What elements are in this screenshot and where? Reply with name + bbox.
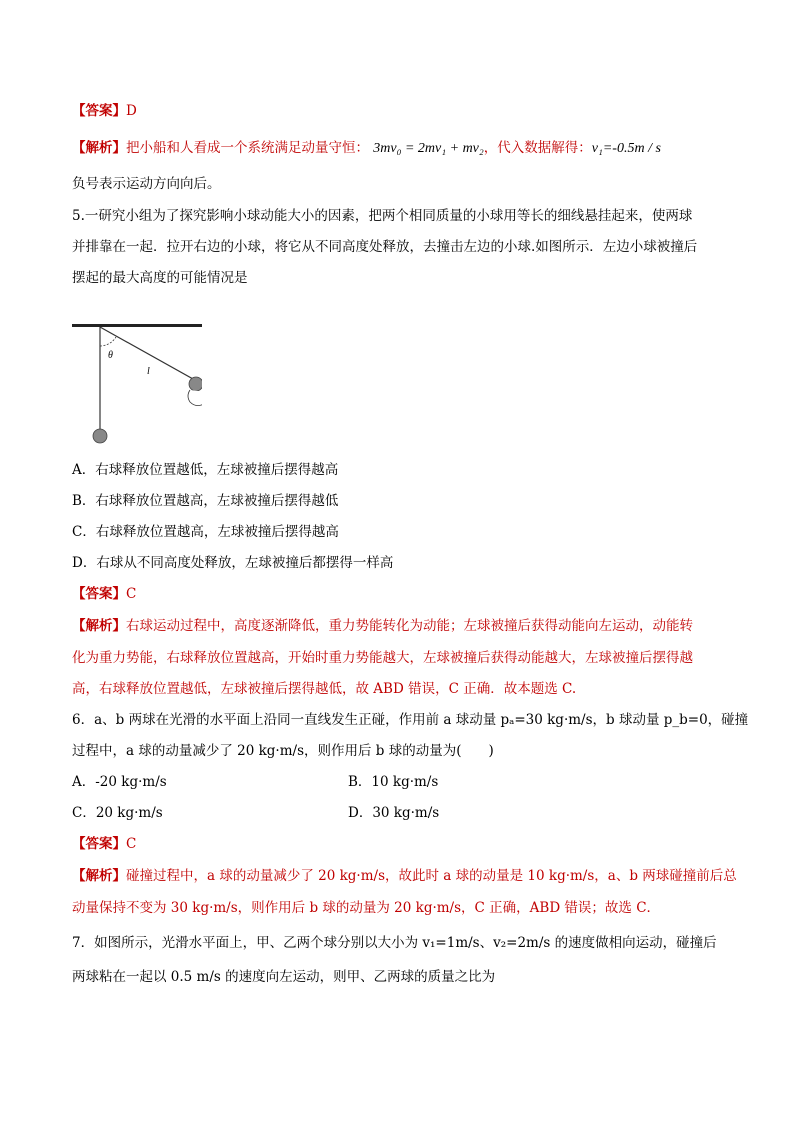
q7-stem-1: 7．如图所示，光滑水平面上，甲、乙两个球分别以大小为 v₁=1m/s、v₂=2m/s 的速度做相向运动，碰撞后 bbox=[72, 935, 717, 951]
q6-option-b: B．10 kg·m/s bbox=[348, 774, 439, 790]
q6-option-a: A．-20 kg·m/s bbox=[72, 774, 167, 790]
q6-option-c: C．20 kg·m/s bbox=[72, 805, 163, 821]
pendulum-figure bbox=[72, 318, 202, 448]
hand-icon bbox=[188, 390, 202, 406]
q5-analysis-line1 bbox=[72, 616, 693, 636]
q6-stem-1: 6．a、b 两球在光滑的水平面上沿同一直线发生正碰，作用前 a 球动量 pₐ=30 kg·m/s，b 球动量 p_b=0，碰撞 bbox=[72, 712, 749, 728]
q6-analysis-line1 bbox=[72, 866, 737, 886]
q4-answer-line bbox=[72, 101, 137, 121]
q5-option-b: B．右球释放位置越高，左球被撞后摆得越低 bbox=[72, 493, 339, 509]
analysis-tag: 【解析】 bbox=[72, 618, 126, 634]
q4-analysis-mid: ，代入数据解得： bbox=[483, 140, 592, 156]
q6-option-d: D．30 kg·m/s bbox=[348, 805, 440, 821]
q5-analysis-2: 化为重力势能，右球释放位置越高，开始时重力势能越大，左球被撞后获得动能越大，左球被撞后摆得越 bbox=[72, 650, 693, 666]
q6-stem-2: 过程中，a 球的动量减少了 20 kg·m/s，则作用后 b 球的动量为( ) bbox=[72, 743, 494, 759]
q5-answer: C bbox=[126, 586, 137, 602]
q6-answer-line bbox=[72, 834, 136, 854]
q4-analysis-line bbox=[72, 138, 661, 159]
q5-answer-line bbox=[72, 584, 136, 604]
q4-equation: 3mv₀ = 2mv₁ + mv₂ bbox=[373, 141, 484, 156]
q5-analysis-1: 右球运动过程中，高度逐渐降低，重力势能转化为动能；左球被撞后获得动能向左运动，动能转 bbox=[126, 618, 693, 634]
q5-option-a: A．右球释放位置越低，左球被撞后摆得越高 bbox=[72, 462, 339, 478]
q5-option-c: C．右球释放位置越高，左球被撞后摆得越高 bbox=[72, 524, 339, 540]
answer-tag: 【答案】 bbox=[72, 103, 126, 119]
angle-label: θ bbox=[108, 350, 113, 361]
analysis-tag: 【解析】 bbox=[72, 868, 126, 884]
q4-analysis-line2: 负号表示运动方向向后。 bbox=[72, 176, 221, 192]
q6-analysis-1: 碰撞过程中，a 球的动量减少了 20 kg·m/s，故此时 a 球的动量是 10 kg·m/s，a、b 两球碰撞前后总 bbox=[126, 868, 737, 884]
q5-option-d: D．右球从不同高度处释放，左球被撞后都摆得一样高 bbox=[72, 555, 394, 571]
length-label: l bbox=[147, 366, 150, 377]
analysis-tag: 【解析】 bbox=[72, 140, 126, 156]
q4-analysis-text: 把小船和人看成一个系统满足动量守恒： bbox=[126, 140, 369, 156]
q6-analysis-2: 动量保持不变为 30 kg·m/s，则作用后 b 球的动量为 20 kg·m/s，C 正确，ABD 错误；故选 C． bbox=[72, 900, 661, 916]
q4-answer: D bbox=[126, 103, 137, 119]
q6-answer: C bbox=[126, 836, 137, 852]
ceiling-bar bbox=[72, 324, 202, 327]
answer-tag: 【答案】 bbox=[72, 836, 126, 852]
q7-stem-2: 两球粘在一起以 0.5 m/s 的速度向左运动，则甲、乙两球的质量之比为 bbox=[72, 969, 496, 985]
q5-stem-2: 并排靠在一起．拉开右边的小球，将它从不同高度处释放，去撞击左边的小球.如图所示．左边小球被撞后 bbox=[72, 239, 698, 255]
answer-tag: 【答案】 bbox=[72, 586, 126, 602]
q5-stem-3: 摆起的最大高度的可能情况是 bbox=[72, 270, 248, 286]
q5-stem-1: 5.一研究小组为了探究影响小球动能大小的因素，把两个相同质量的小球用等长的细线悬挂起来，使两球 bbox=[72, 208, 693, 224]
left-ball bbox=[93, 429, 107, 443]
right-ball bbox=[189, 377, 202, 391]
angle-arc bbox=[100, 337, 116, 346]
q4-result: v₁=-0.5m / s bbox=[591, 141, 661, 156]
right-string bbox=[100, 327, 202, 384]
q5-analysis-3: 高，右球释放位置越低，左球被撞后摆得越低，故 ABD 错误，C 正确．故本题选 C. bbox=[72, 681, 577, 697]
